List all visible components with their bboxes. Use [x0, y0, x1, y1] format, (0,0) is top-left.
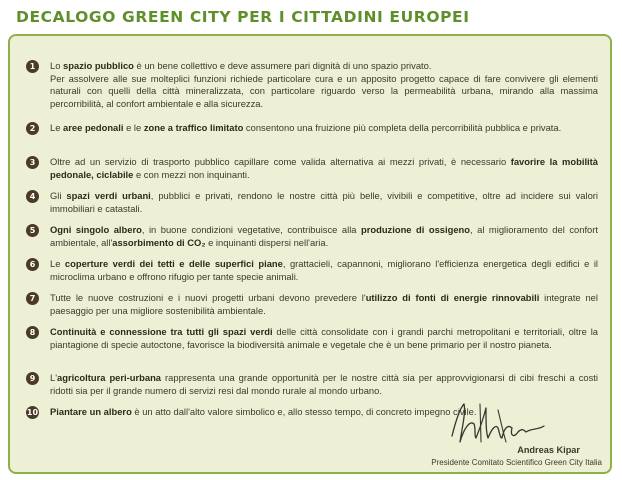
body-text: , al miglioramento del confort ambientale, all' [50, 224, 598, 248]
body-text: , in buone condizioni vegetative, contribuisce alla [141, 224, 361, 235]
item-number-badge: 9 [26, 372, 39, 385]
item-number-badge: 10 [26, 408, 39, 417]
item-text [50, 372, 598, 397]
body-text: , pubblici e privati, rendono le nostre città più belle, vivibili e competitive, oltre ad incidere sui valori immobiliari e catastali. [50, 190, 599, 214]
handwritten-signature [440, 398, 550, 448]
body-text: , grattacieli, capannoni, migliorano l'efficienza energetica degli edifici e il microclima urbano e offrono rifugio per tante specie animali. [50, 258, 598, 282]
body-text: è un bene collettivo e deve assumere pari dignità di uno spazio privato. [133, 60, 432, 71]
item-number-badge: 1 [26, 60, 39, 73]
highlighted-text: produzione di ossigeno [361, 224, 471, 235]
item-number-badge: 2 [26, 122, 39, 135]
body-text: Le [50, 122, 64, 133]
highlighted-text: Piantare un albero [50, 406, 132, 417]
item-text [50, 60, 598, 110]
page-title: DECALOGO GREEN CITY PER I CITTADINI EUROPEI [16, 8, 470, 26]
item-number-badge: 4 [26, 190, 39, 203]
body-text: Lo [50, 60, 64, 71]
body-text: è un atto dall'alto valore simbolico e, allo stesso tempo, di concreto impegno civile. [131, 406, 477, 417]
body-text: Gli [50, 190, 67, 201]
item-number-badge: 8 [26, 326, 39, 339]
highlighted-text: spazi verdi urbani [66, 190, 151, 201]
body-text: Tutte le nuove costruzioni e i nuovi progetti urbani devono prevedere l' [50, 292, 366, 303]
highlighted-text: assorbimento di CO₂ [112, 236, 206, 248]
item-text [50, 122, 598, 135]
body-text: e le [123, 122, 144, 133]
item-text [50, 156, 598, 181]
body-text: Per assolvere alle sue molteplici funzioni richiede particolare cura e un apposito progetto capace di fare convivere gli elementi naturali con quelli della città mineralizzata, con particolare riguardo verso la permeabilità urbana, mirando alla massima percorribilità, al confort ambientale e alla sicurezza. [50, 72, 598, 109]
item-number-badge: 3 [26, 156, 39, 169]
item-text [50, 258, 598, 283]
item-text [50, 326, 598, 351]
body-text: L' [50, 372, 58, 383]
body-text: delle città consolidate con i grandi parchi metropolitani e territoriali, oltre la piantagione di specie autoctone, favorisce la biodiversità animale e vegetale che è un bene primario per il nostro pianeta. [50, 326, 598, 350]
highlighted-text: Continuità e connessione tra tutti gli spazi verdi [50, 326, 273, 337]
body-text: Oltre ad un servizio di trasporto pubblico capillare come valida alternativa ai mezzi privati, è necessario [50, 156, 511, 167]
body-text: consentono una fruizione più completa della percorribilità pubblica e privata. [243, 122, 562, 133]
signatory-role: Presidente Comitato Scientifico Green City Italia [431, 458, 602, 467]
item-text [50, 224, 598, 249]
item-text [50, 190, 598, 215]
item-text [50, 292, 598, 317]
highlighted-text: agricoltura peri-urbana [57, 372, 162, 383]
highlighted-text: Ogni singolo albero [50, 224, 142, 235]
highlighted-text: zone a traffico limitato [143, 122, 244, 133]
item-number-badge: 7 [26, 292, 39, 305]
item-number-badge: 6 [26, 258, 39, 271]
body-text: rappresenta una grande opportunità per le nostre città sia per approvvigionarsi di cibi freschi a costi ridotti sia per il grande numero di servizi resi dal mondo rurale al mondo urbano. [50, 372, 598, 396]
highlighted-text: utilizzo di fonti di energie rinnovabili [365, 292, 540, 303]
highlighted-text: spazio pubblico [63, 60, 134, 71]
body-text: e inquinanti dispersi nell'aria. [205, 236, 329, 248]
signatory-name: Andreas Kipar [517, 445, 580, 455]
highlighted-text: coperture verdi dei tetti e delle superfici piane [64, 258, 283, 269]
item-number-badge: 5 [26, 224, 39, 237]
highlighted-text: favorire la mobilità pedonale, ciclabile [50, 156, 598, 180]
body-text: integrate nel paesaggio per una migliore sostenibilità ambientale. [50, 292, 598, 316]
body-text: e con mezzi non inquinanti. [133, 168, 250, 180]
body-text: Le [50, 258, 65, 269]
highlighted-text: aree pedonali [63, 122, 124, 133]
